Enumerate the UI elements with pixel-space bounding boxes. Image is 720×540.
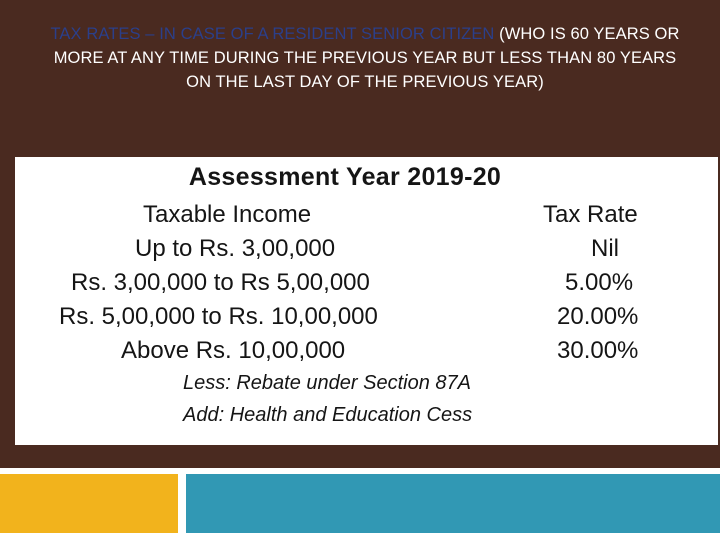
title-rest: (WHO IS 60 YEARS OR MORE AT ANY TIME DURING THE PREVIOUS YEAR BUT LESS THAN 80 YEARS ON THE LAST DAY OF THE PREVIOUS YEAR) xyxy=(53,25,680,91)
table-row xyxy=(15,303,718,337)
income-cell: Rs. 5,00,000 to Rs. 10,00,000 xyxy=(59,303,378,330)
rate-cell: Nil xyxy=(591,235,619,262)
table-row xyxy=(15,269,718,303)
slide-title xyxy=(40,22,690,94)
income-cell: Above Rs. 10,00,000 xyxy=(121,337,346,364)
column-header-taxable-income: Taxable Income xyxy=(143,201,312,228)
rebate-note: Less: Rebate under Section 87A xyxy=(183,372,471,394)
bottom-accent-bar-right xyxy=(186,474,720,533)
income-cell: Rs. 3,00,000 to Rs 5,00,000 xyxy=(71,269,370,296)
income-cell: Up to Rs. 3,00,000 xyxy=(135,235,336,262)
cess-note: Add: Health and Education Cess xyxy=(183,404,473,426)
table-row xyxy=(15,337,718,371)
rate-cell: 30.00% xyxy=(557,337,639,364)
rate-cell: 5.00% xyxy=(565,269,634,296)
tax-rate-table xyxy=(15,157,718,445)
rate-cell: 20.00% xyxy=(557,303,639,330)
column-header-tax-rate: Tax Rate xyxy=(543,201,638,228)
bottom-accent-bar-left xyxy=(0,474,178,533)
assessment-year-text: Assessment Year 2019-20 xyxy=(188,163,502,191)
table-row xyxy=(15,235,718,269)
title-highlight: TAX RATES – IN CASE OF A RESIDENT SENIOR CITIZEN xyxy=(50,25,495,43)
assessment-year-heading xyxy=(15,163,720,192)
